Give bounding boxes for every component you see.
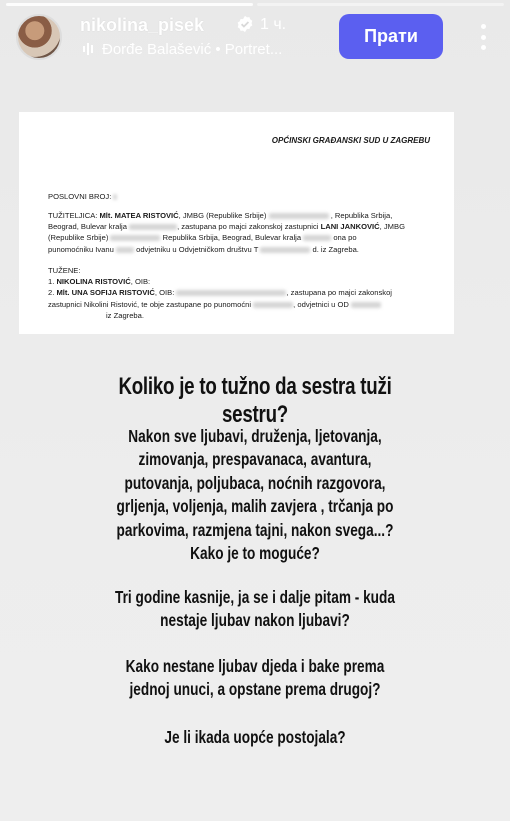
- case-number: POSLOVNI BROJ:: [48, 191, 434, 202]
- verified-badge-icon: [236, 15, 254, 33]
- plaintiff-paragraph: TUŽITELJICA: Mlt. MATEA RISTOVIĆ, JMBG (Republike Srbije) , Republika Srbija, Beograd, Bulevar kralja , zastupana po majci zakonskoj zastupnici LANI JANKOVIĆ, JMBG (Republike Srbije) Republika Srbija, Beograd, Bulevar kralja ona po punomoćniku Ivanu odvjetniku u Odvjetničkom društvu T d. iz Zagreba.: [48, 211, 405, 254]
- post-time: 1 ч.: [260, 16, 287, 33]
- story-paragraph-2: Tri godine kasnije, ja se i dalje pitam - kuda nestaje ljubav nakon ljubavi?: [115, 587, 395, 631]
- more-options-icon[interactable]: [480, 24, 486, 50]
- progress-segment: [257, 3, 504, 6]
- defendants-paragraph: TUŽENE: 1. NIKOLINA RISTOVIĆ, OIB: 2. Mlt. UNA SOFIJA RISTOVIĆ, OIB: , zastupana po majci zakonskoj zastupnici Nikolini Ristović, te obje zastupane po punomoćni , odvjetnici u OD iz Zagreba.: [48, 266, 392, 320]
- progress-segment: [6, 3, 253, 6]
- court-document-image: [19, 112, 454, 334]
- story-paragraph-1: Nakon sve ljubavi, druženja, ljetovanja, zimovanja, prespavanaca, avantura, putovanja, poljubaca, noćnih razgovora, grljenja, voljenja, malih zavjera , trčanja po parkovima, razmjena tajni, nakon svega...? Kako je to moguće?: [116, 426, 394, 564]
- follow-button[interactable]: Прати: [339, 14, 443, 59]
- avatar[interactable]: [16, 14, 62, 60]
- story-header: [14, 12, 500, 64]
- music-attribution[interactable]: Đorđe Balašević • Portret...: [102, 41, 283, 58]
- story-paragraph-3: Kako nestane ljubav djeda i bake prema jednoj unuci, a opstane prema drugoj?: [125, 656, 385, 700]
- court-heading: OPĆINSKI GRAĐANSKI SUD U ZAGREBU: [271, 136, 430, 145]
- username[interactable]: nikolina_pisek: [80, 15, 205, 35]
- story-paragraph-4: Je li ikada uopće postojala?: [164, 727, 346, 747]
- story-progress: [6, 3, 504, 6]
- story-question-title: Koliko je to tužno da sestra tuži sestru?: [118, 373, 392, 428]
- music-bars-icon: [82, 42, 96, 56]
